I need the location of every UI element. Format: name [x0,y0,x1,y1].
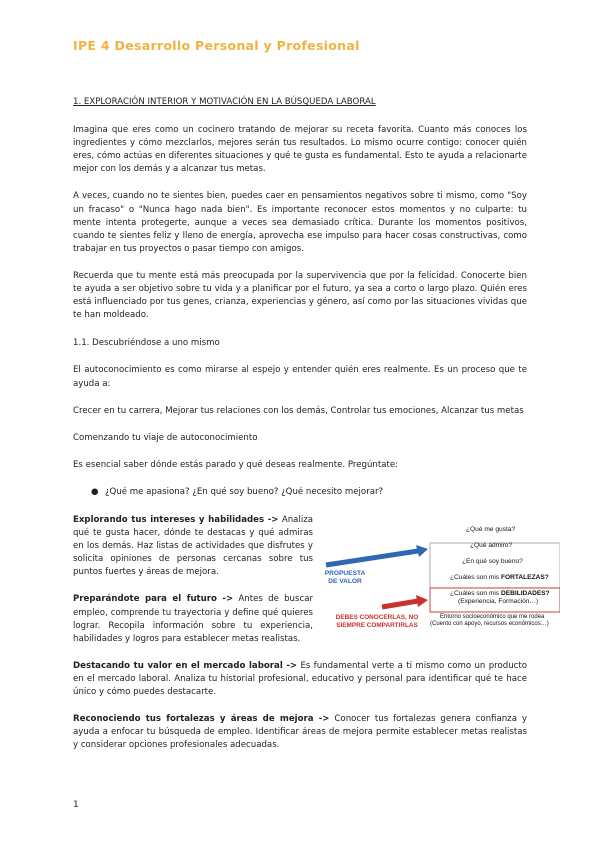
paragraph: Crecer en tu carrera, Mejorar tus relaciones con los demás, Controlar tus emociones, Alcanzar tus metas [73,405,524,416]
paragraph: Imagina que eres como un cocinero tratando de mejorar su receta favorita. Cuanto más conoces los ingredientes y cómo mezclarlos, mejores serán tus resultados. Lo mismo ocurre contigo: conocer quién eres, cómo actúas en diferentes situaciones y qué te gusta es fundamental. Esto te ayuda a relacionarte mejor con los demás y a alcanzar tus metas. [73,125,527,175]
item-title: Reconociendo tus fortalezas y áreas de mejora -> [73,714,330,725]
blue-arrow-shaft [326,551,418,565]
question-admiro: ¿Qué admiro? [470,542,513,549]
item-title: Destacando tu valor en el mercado laboral -> [73,660,298,671]
item-destacando [73,660,527,699]
paragraph: Es esencial saber dónde estás parado y qué deseas realmente. Pregúntate: [73,459,399,470]
item-preparandote [73,593,313,645]
question-entorno: Entorno socioeconómico que me rodea [440,614,545,620]
propuesta-valor-label: PROPUESTA DE VALOR [324,570,366,585]
item-explorando [73,514,313,579]
page-number: 1 [73,800,79,810]
subsection-heading: 1.1. Descubriéndose a uno mismo [73,338,220,349]
value-proposition-diagram [320,521,560,636]
item-text: Es fundamental verte a ti mismo como un producto en el mercado laboral. Analiza tu historial profesional, educativo y personal para identificar qué te hace único y cómo puedes destacarte. [73,660,528,697]
document-header-title: IPE 4 Desarrollo Personal y Profesional [73,38,360,53]
item-title: Preparándote para el futuro -> [73,594,234,605]
paragraph: Recuerda que tu mente está más preocupada por la supervivencia que por la felicidad. Conocerte bien te ayuda a ser objetivo sobre tu vida y a planificar por el futuro, ya sea a corto o largo plazo. Quién eres está influenciado por tus genes, crianza, experiencias y género, así como por las situaciones vividas que te han moldeado. [73,270,527,321]
bullet-text: ¿Qué me apasiona? ¿En qué soy bueno? ¿Qué necesito mejorar? [105,486,384,497]
question-gusta: ¿Qué me gusta? [466,526,516,533]
red-arrow-icon [416,595,428,607]
blue-arrow-icon [416,545,428,557]
debes-conocerlas-label: DEBES CONOCERLAS, NO SIEMPRE COMPARTIRLAS [335,614,419,629]
item-text: Analiza qué te gusta hacer, dónde te destacas y qué admiras en los demás. Haz listas de actividades que disfrutes y solicita opiniones de personas cercanas sobre tus puntos fuertes y áreas de mejora. [73,514,313,578]
paragraph: Comenzando tu viaje de autoconocimiento [73,432,258,443]
document-body [73,96,527,752]
bullet-icon: ● [91,486,99,497]
question-fortalezas: ¿Cuáles son mis FORTALEZAS? [450,574,549,581]
item-text: Antes de buscar empleo, comprende tu trayectoria y define qué quieres lograr. Recopila información sobre tu experiencia, habilidades y logros para establecer metas realistas. [73,594,313,644]
question-bueno: ¿En qué soy bueno? [462,558,523,565]
item-reconociendo [73,713,527,752]
red-arrow-shaft [382,601,418,607]
list-item [91,486,527,499]
item-title: Explorando tus intereses y habilidades -> [73,514,279,525]
question-debilidades: ¿Cuáles son mis DEBILIDADES? [450,590,550,597]
section-heading: 1. EXPLORACIÓN INTERIOR Y MOTIVACIÓN EN LA BÚSQUEDA LABORAL [73,97,376,107]
strengths-box [430,543,560,588]
item-text: Conocer tus fortalezas genera confianza y ayuda a enfocar tu búsqueda de empleo. Identificar áreas de mejora permite establecer metas realistas y considerar opciones profesionales adecuadas. [73,714,527,751]
question-entorno-sub: (Cuento con apoyo, recursos económicos…) [430,621,549,627]
paragraph: A veces, cuando no te sientes bien, puedes caer en pensamientos negativos sobre ti mismo, como "Soy un fracaso" o "Nunca hago nada bien". Es importante reconocer estos momentos y no culparte: tu mente intenta protegerte, aunque a veces sea demasiado crítica. Durante los momentos positivos, cuando te sientes feliz y lleno de energía, aprovecha ese impulso para hacer cosas constructivas, como trabajar en tus proyectos o pasar tiempo con amigos. [73,191,527,254]
question-debilidades-sub: (Experiencia, Formación…) [458,598,539,605]
paragraph: El autoconocimiento es como mirarse al espejo y entender quién eres realmente. Es un proceso que te ayuda a: [73,365,527,389]
